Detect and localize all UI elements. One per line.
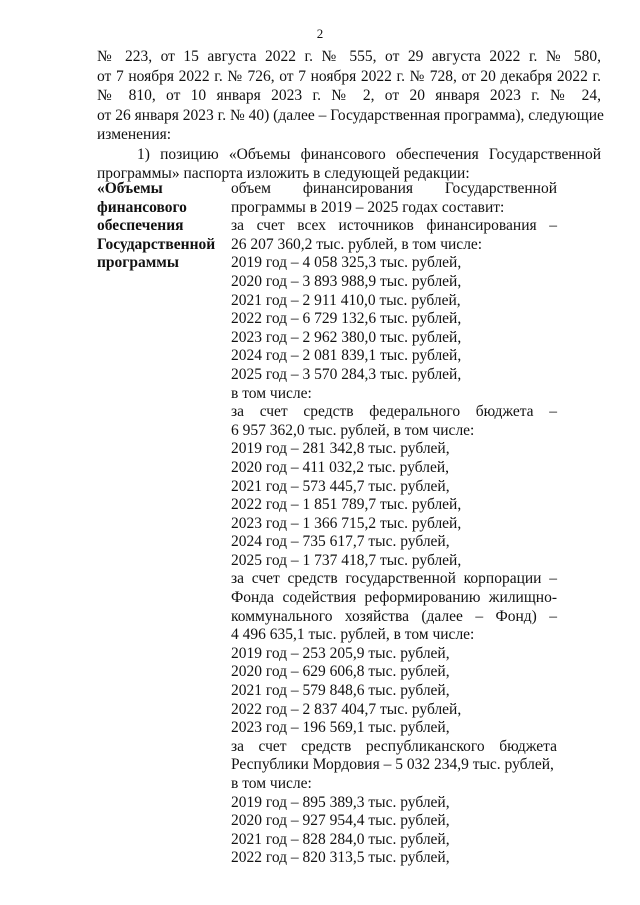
- financing-line: программы в 2019 – 2025 годах составит:: [231, 198, 505, 216]
- financing-line: 2025 год – 1 737 418,7 тыс. рублей,: [231, 551, 462, 569]
- financing-line: Фонда содействия реформированию жилищно-: [231, 589, 557, 607]
- position-title-line: финансового: [97, 198, 187, 216]
- financing-line: 2020 год – 629 606,8 тыс. рублей,: [231, 663, 450, 681]
- financing-line: объем финансирования Государственной: [231, 180, 557, 197]
- intro-line: № 810, от 10 января 2023 г. № 2, от 20 января 2023 г. № 24,: [97, 87, 601, 104]
- financing-line: 2022 год – 6 729 132,6 тыс. рублей,: [231, 310, 462, 328]
- financing-line: 2021 год – 828 284,0 тыс. рублей,: [231, 830, 450, 848]
- page-number: 2: [316, 26, 324, 41]
- financing-line: 2021 год – 2 911 410,0 тыс. рублей,: [231, 291, 461, 309]
- financing-line: 2019 год – 895 389,3 тыс. рублей,: [231, 793, 450, 811]
- intro-line: от 7 ноября 2022 г. № 726, от 7 ноября 2022 г. № 728, от 20 декабря 2022 г.: [97, 67, 601, 85]
- financing-line: в том числе:: [231, 775, 312, 792]
- financing-line: 2023 год – 1 366 715,2 тыс. рублей,: [231, 514, 462, 532]
- intro-line: от 26 января 2023 г. № 40) (далее – Государственная программа), следующие: [97, 106, 604, 124]
- financing-line: за счет всех источников финансирования –: [231, 217, 557, 235]
- financing-line: 2019 год – 4 058 325,3 тыс. рублей,: [231, 254, 462, 272]
- position-title-line: программы: [97, 254, 179, 272]
- financing-line: 2022 год – 820 313,5 тыс. рублей,: [231, 849, 450, 867]
- position-title-line: обеспечения: [97, 217, 184, 235]
- intro-line: 1) позицию «Объемы финансового обеспечения Государственной: [137, 145, 601, 163]
- financing-line: 6 957 362,0 тыс. рублей, в том числе:: [231, 421, 475, 439]
- financing-line: 2020 год – 3 893 988,9 тыс. рублей,: [231, 272, 462, 290]
- financing-line: 2020 год – 411 032,2 тыс. рублей,: [231, 458, 450, 476]
- financing-line: за счет средств республиканского бюджета: [231, 737, 557, 755]
- intro-line: № 223, от 15 августа 2022 г. № 555, от 29 августа 2022 г. № 580,: [97, 48, 601, 65]
- financing-line: 2022 год – 2 837 404,7 тыс. рублей,: [231, 700, 462, 718]
- financing-line: 2021 год – 573 445,7 тыс. рублей,: [231, 477, 450, 495]
- intro-line: изменения:: [97, 126, 172, 143]
- financing-line: 2022 год – 1 851 789,7 тыс. рублей,: [231, 496, 462, 514]
- financing-line: за счет средств федерального бюджета –: [231, 403, 557, 421]
- position-title: [97, 180, 227, 273]
- financing-line: 2024 год – 735 617,7 тыс. рублей,: [231, 533, 450, 551]
- financing-line: в том числе:: [231, 384, 312, 402]
- financing-line: 2024 год – 2 081 839,1 тыс. рублей,: [231, 347, 462, 365]
- financing-line: коммунального хозяйства (далее – Фонд) –: [231, 607, 557, 625]
- financing-line: 2023 год – 2 962 380,0 тыс. рублей,: [231, 328, 462, 346]
- position-title-line: Государственной: [97, 235, 216, 253]
- financing-line: 2020 год – 927 954,4 тыс. рублей,: [231, 812, 450, 830]
- financing-line: за счет средств государственной корпорации –: [231, 570, 557, 588]
- financing-details: [231, 180, 557, 868]
- financing-line: 2019 год – 281 342,8 тыс. рублей,: [231, 440, 450, 458]
- financing-line: 2023 год – 196 569,1 тыс. рублей,: [231, 719, 450, 737]
- intro-line: программы» паспорта изложить в следующей редакции:: [97, 165, 470, 182]
- intro-paragraph: [97, 47, 604, 184]
- financing-line: 4 496 635,1 тыс. рублей, в том числе:: [231, 626, 475, 644]
- financing-line: 26 207 360,2 тыс. рублей, в том числе:: [231, 235, 483, 253]
- position-title-line: «Объемы: [97, 180, 163, 197]
- financing-line: 2021 год – 579 848,6 тыс. рублей,: [231, 682, 450, 700]
- financing-line: Республики Мордовия – 5 032 234,9 тыс. рублей,: [231, 756, 554, 774]
- financing-line: 2025 год – 3 570 284,3 тыс. рублей,: [231, 365, 462, 383]
- financing-line: 2019 год – 253 205,9 тыс. рублей,: [231, 644, 450, 662]
